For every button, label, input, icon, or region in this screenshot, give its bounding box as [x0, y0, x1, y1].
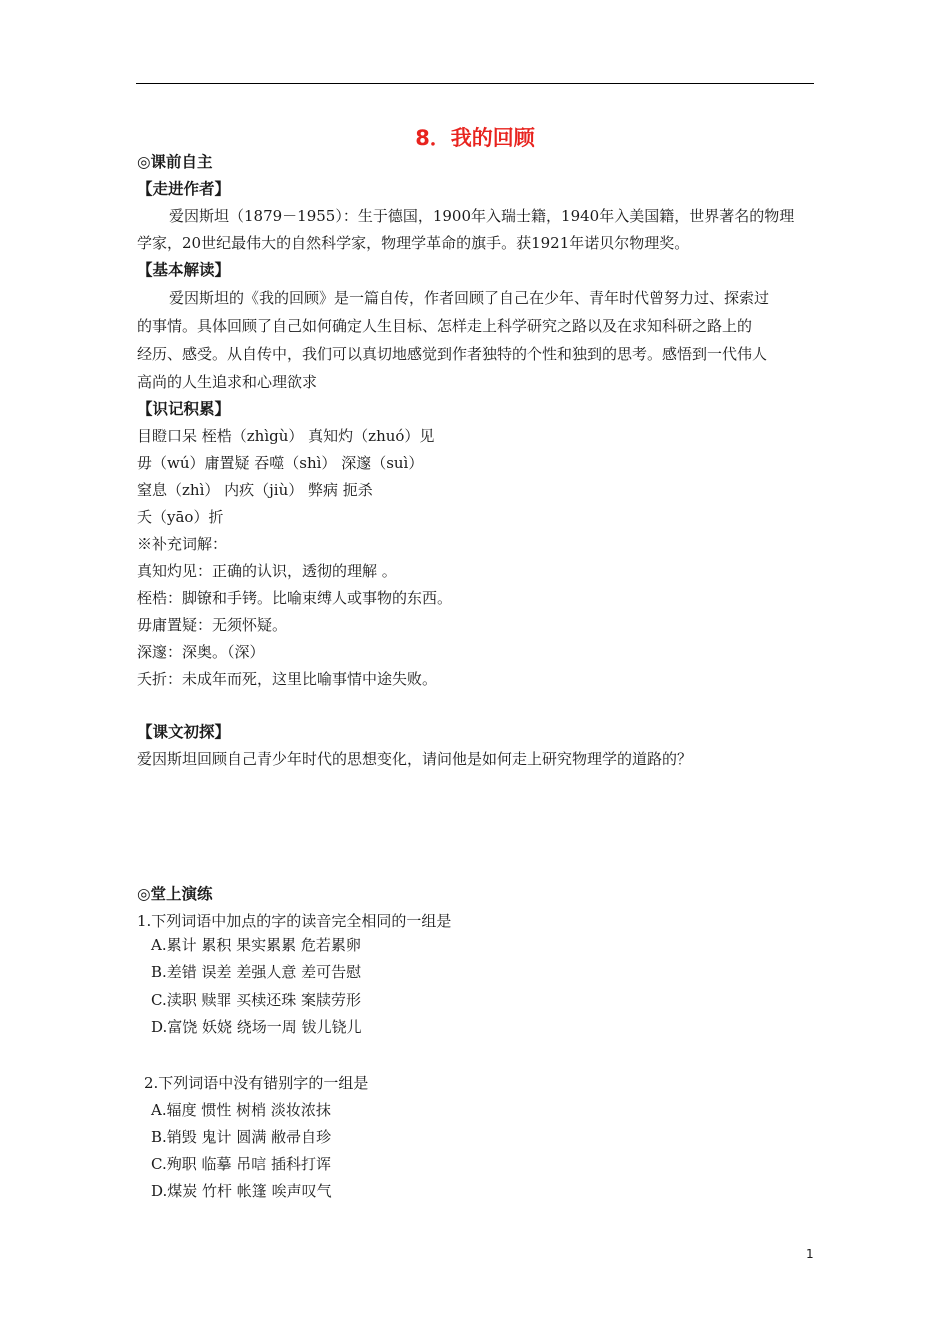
reading-text-line: 的事情。具体回顾了自己如何确定人生目标、怎样走上科学研究之路以及在求知科研之路上的: [137, 317, 753, 335]
text-question: 爱因斯坦回顾自己青少年时代的思想变化，请问他是如何走上研究物理学的道路的？: [137, 750, 693, 768]
memory-line: 窒息（zhì） 内疚（jiù） 弊病 扼杀: [137, 481, 373, 499]
question-option: B.销毁 鬼计 圆满 敝帚自珍: [151, 1128, 332, 1146]
reading-text-line: 经历、感受。从自传中，我们可以真切地感觉到作者独特的个性和独到的思考。感悟到一代伟人: [137, 345, 768, 363]
question-option: C.渎职 赎罪 买椟还珠 案牍劳形: [151, 991, 362, 1009]
memory-line: ※补充词解：: [137, 535, 228, 553]
question-option: B.差错 误差 差强人意 差可告慰: [151, 963, 362, 981]
author-heading: 【走进作者】: [137, 180, 231, 198]
memory-line: 桎梏：脚镣和手铐。比喻束缚人或事物的东西。: [137, 589, 453, 607]
question-option: A.辐度 惯性 树梢 淡妆浓抹: [151, 1101, 331, 1119]
memory-heading: 【识记积累】: [137, 400, 231, 418]
question-option: C.殉职 临摹 吊唁 插科打诨: [151, 1155, 332, 1173]
text-heading: 【课文初探】: [137, 723, 231, 741]
reading-text-line: 高尚的人生追求和心理欲求: [137, 373, 318, 391]
memory-line: 真知灼见：正确的认识，透彻的理解 。: [137, 562, 397, 580]
section-heading-preclass: ◎课前自主: [137, 153, 213, 171]
question-option: D.煤炭 竹杆 帐篷 唉声叹气: [151, 1182, 332, 1200]
memory-line: 夭（yāo）折: [137, 508, 224, 526]
header-rule: [136, 83, 814, 84]
author-text-line: 学家，20世纪最伟大的自然科学家，物理学革命的旗手。获1921年诺贝尔物理奖。: [137, 234, 690, 252]
memory-line: 毋庸置疑：无须怀疑。: [137, 616, 288, 634]
memory-line: 夭折：未成年而死，这里比喻事情中途失败。: [137, 670, 438, 688]
memory-line: 毋（wú）庸置疑 吞噬（shì） 深邃（suì）: [137, 454, 424, 472]
question-option: D.富饶 妖娆 绕场一周 钹儿铙儿: [151, 1018, 362, 1036]
memory-line: 目瞪口呆 桎梏（zhìgù） 真知灼（zhuó）见: [137, 427, 435, 445]
reading-heading: 【基本解读】: [137, 261, 231, 279]
memory-line: 深邃：深奥。（深）: [137, 643, 265, 661]
section-heading-inclass: ◎堂上演练: [137, 885, 213, 903]
question-stem: 2.下列词语中没有错别字的一组是: [144, 1074, 369, 1092]
page-title: 8．我的回顾: [415, 126, 535, 150]
question-option: A.累计 累积 果实累累 危若累卵: [151, 936, 361, 954]
reading-text-line: 爱因斯坦的《我的回顾》是一篇自传，作者回顾了自己在少年、青年时代曾努力过、探索过: [169, 289, 770, 307]
question-stem: 1.下列词语中加点的字的读音完全相同的一组是: [137, 912, 452, 930]
page-number: 1: [806, 1247, 814, 1261]
author-text-line: 爱因斯坦（1879－1955）：生于德国，1900年入瑞士籍，1940年入美国籍，世界著名的物理: [169, 207, 795, 225]
